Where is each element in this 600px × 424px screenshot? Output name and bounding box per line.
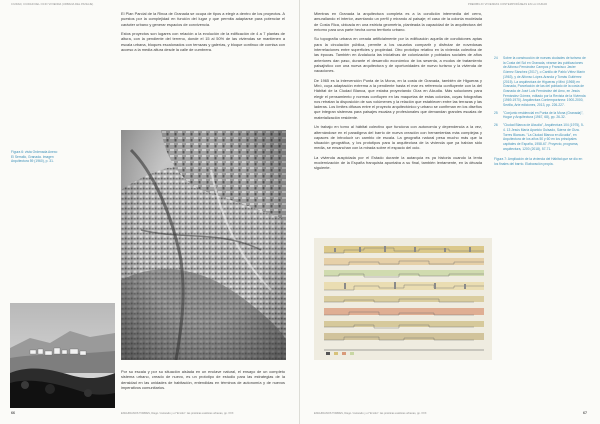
- architectural-plan-drawing: [314, 238, 492, 360]
- footnote-number: 25: [494, 110, 498, 115]
- figure-6-caption-text: Figura 6: vista Ordenada Anexo El Serrallo, Granada. Imagen Arquitectura 59 (1960), p. 31.: [11, 150, 58, 164]
- footnote-25: [494, 111, 586, 120]
- left-running-foot: ENGUIDANOS TORRES, Diego / Autorado y el "El sitio": las prácticas estéticas urbanas, pp. XXX: [121, 412, 234, 415]
- left-running-head: CIUDAD, CIUDAD DEL OCIO VIVIENDA (URBANA DEL PAISAJE): [11, 3, 94, 6]
- right-page-number: 67: [583, 411, 587, 415]
- right-paragraph-5: La vivienda auspiciada por el Estado durante la autarquía es ya historia cuando la lenta modernización de la España franquista apuntaba a su final, también lentamente, en la década siguiente.: [314, 154, 482, 171]
- right-body-text: [314, 11, 482, 175]
- right-paragraph-4: Un trabajo en torno al hábitat colectivo que funciona con autonomía y dependencia a la vez, alternándose en el paradigma del barrio de nueva creación con herramientas más complejas y capaces de introducir un cambio de escala. La geografía natural pesa mucho más que la situación geográfica, y los prototipos para la arquitectura de la vivienda que ya habían sido media, se ensanchan con la mirada sobre el espacio del ocio.: [314, 124, 482, 151]
- left-bottom-text: [121, 369, 285, 394]
- right-running-foot: ENGUIDANOS TORRES, Diego / Autorado y el "El sitio": las prácticas estéticas urbanas, pp. XXX: [314, 412, 427, 415]
- left-body-text: [121, 11, 285, 56]
- footnote-number: 24: [494, 56, 498, 60]
- right-paragraph-1: Mientras en Granada la arquitectura completa es a la condición intermedia del cerro, amurallando el interior, asentando un perfil y mirando al paisaje; el caso de la colonia modelada de Costa Rica, ubicada en una estricta geometría, planteada la capacidad de la arquitectura del entorno para una parte hecha como territorio urbano.: [314, 11, 482, 32]
- aerial-model-photo: [121, 130, 286, 360]
- landscape-photo: [10, 303, 115, 408]
- left-paragraph-1: El Plan Parcial de la Rinca de Granada se ocupa de tipos a elegir a dentro de los proyectos. A puestos por la complejidad en función del lugar y que permita adaptarse para potenciar el carácter urbano y generar espacios de convivencia.: [121, 11, 285, 27]
- footnote-text: Sobre la construcción de nuevas ciudades de turismo de la Costa del Sol en Granada, véanse las publicaciones de Alfonso Fernández Campos y Francisco Javier Gómez Sánchez (2017), o Cantilo de Pablo Vélez Marín (1963), y de Alfonso López-Aranda y Tomás Gutiérrez (2015). La arquitectura de Higueras y Miró (1965) en Granada, Parcelación de las del poblado de la costa de Granada de José Luis Fernández del Amo, en Jesús Fernández Gómez, editado por la Revista de la Vivienda (1969-1970). Arquitectura Contemporánea: 1900-2000, Sevilla, Arte ediciones, 2013, pp. 226-227.: [503, 56, 586, 108]
- footnote-text: "Ciudad Blanca de Alcudia", Arquitectura 104 (1975), 5-4. 13 Jesús María Aparicio Guisado, Sáenz de Oíza. Torres Blancas. "La Ciudad Blanca en Alcudia", en Arquitectura de los años 50 y 60 en los principales capitales de España, 1958-67. Proyecto, programa, arquitectura, 1200 (2018), 57-71.: [503, 123, 584, 151]
- figure-7-caption: Figura 7: Ampliación de la vivienda del Hábitat que se dio en los finales del barrio. Elaboración propia.: [494, 157, 583, 167]
- footnote-26: [494, 123, 586, 151]
- right-paragraph-2: Su topografía urbana en creada artificialmente por la edificación aquella de condiciones aptas para la circulación pública, permite a los usuarios compartir y disfrutar de novedosas interrelaciones entre superficies y propiedad. Otro prototipo relativo en la vivienda colectiva de las épocas. También en Andalucía las iniciativas de colonización y poblados sociales de años anteriores dan paso, durante el desarrollo económico de los sesenta, a modos de tratamiento paisajístico con una nueva arquitectura y de oportunidades de nuevo turismo y la vivienda de vacaciones.: [314, 36, 482, 74]
- footnote-number: 26: [494, 123, 498, 128]
- left-paragraph-2: Estos proyectos son lugares con relación a la evolución de la edificación de 4 a 7 plantas de altura, con la pendiente del terreno, donde el 15 al 50% de las viviendas se mantienen a escala urbana, bloques escalonados con terrazas y galerías, y bloque continuo de cornisa con acceso a la media altura desde la calle de cumbrera.: [121, 31, 285, 52]
- left-bottom-paragraph: Por su escala y por su situación aislada en un enclave natural, el ensayo de un completo sistema urbano, creado de nuevo, es un prototipo de estudio para las estrategias de la densidad en las unidades de habitación, entendidas en términos de autonomía y de nuevos imperativos comunitarios.: [121, 369, 285, 390]
- right-paragraph-3: De 1965 es la intervención Punta de la Mona, en la costa de Granada, también de Higueras y Miró, cuya adaptación extrema a la pendiente hasta el mar es referencia confluyente con la del Hábitat de la Ciudad Blanca, que estaba proyectando Oíza en Alcudia. Más soluciones para elegir el pensamiento y normas confluyen en las maquetas de estas colonias, cuyas fotografías nos retratan la disposición de sus volúmenes y la relación que establecen entre las terrazas y las laderas. Los límites difusos entre el proyecto arquitectónico y urbano se confirman en los diseños que integran sistemas para paisajes escalas y profesionales que demandan grandes escalas de materialización residente.: [314, 77, 482, 120]
- figure-6-caption: [11, 150, 61, 167]
- footnotes: [494, 56, 586, 170]
- footnote-text: "Conjunto residencial en Punta de la Mona (Granada)", Hogar y Arquitectura (1967, 68), pp. 26-32.: [503, 110, 584, 120]
- left-page-number: 66: [11, 411, 15, 415]
- right-page: [300, 0, 600, 424]
- footnote-24: [494, 56, 586, 108]
- right-running-head: PREDIBUJO VIVIENDAS CONTEMPORÁNEAS EN LA CIUDAD: [468, 3, 548, 6]
